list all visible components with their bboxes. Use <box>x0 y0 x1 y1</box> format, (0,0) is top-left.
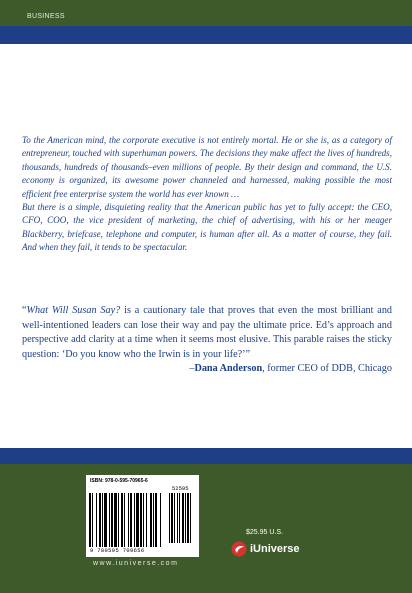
excerpt-paragraph-1: To the American mind, the corporate executive is not entirely mortal. He or she is, as a category of entrepreneur, touched with superhuman powers. The decisions they make affect the lives of hundreds, thousands, hundreds of thousands–even millions of people. By their design and command, the U.S. economy is organized, its awesome power channeled and harnessed, making possible the most efficient free enterprise system the world has ever known … <box>22 135 392 199</box>
isbn-label: ISBN: 978-0-595-70965-6 <box>90 478 148 484</box>
iuniverse-logo-icon <box>231 541 247 557</box>
excerpt-paragraph-2: But there is a simple, disquieting reality that the American public has yet to fully accept: the CEO, CFO, COO, the vice president of marketing, the chief of advertising, with his or her meager Blackberry, briefcase, telephone and computer, is human after all. As a matter of course, they fail. And when they fail, it tends to be spectacular. <box>22 202 392 253</box>
publisher-website: www.iuniverse.com <box>93 560 179 567</box>
barcode-box <box>86 475 199 557</box>
testimonial-quote <box>22 304 392 362</box>
barcode-price-code: 52595 <box>172 485 189 492</box>
testimonial-body: is a cautionary tale that proves that even the most brilliant and well-intentioned leaders can lose their way and pay the ultimate price. Ed’s approach and perspective add clarity at a time when it seems most elusive. This parable raises the sticky question: ‘Do you know who the Irwin is in your life?’” <box>22 305 393 360</box>
testimonial-author-title: , former CEO of DDB, Chicago <box>262 363 392 374</box>
publisher-logo <box>231 541 300 557</box>
attribution-dash: – <box>189 363 195 374</box>
book-excerpt <box>22 134 392 255</box>
top-blue-band <box>0 26 412 44</box>
publisher-name: iUniverse <box>250 543 300 555</box>
barcode-icon <box>89 485 196 548</box>
testimonial-author: Dana Anderson <box>194 363 263 374</box>
barcode-number: 9 780595 709656 <box>90 548 145 554</box>
category-label: BUSINESS <box>27 13 65 20</box>
bottom-blue-band <box>0 448 412 464</box>
open-quote: “ <box>22 305 27 316</box>
quoted-book-title: What Will Susan Say? <box>26 305 121 316</box>
book-price: $25.95 U.S. <box>246 529 283 536</box>
testimonial-attribution <box>189 363 392 374</box>
